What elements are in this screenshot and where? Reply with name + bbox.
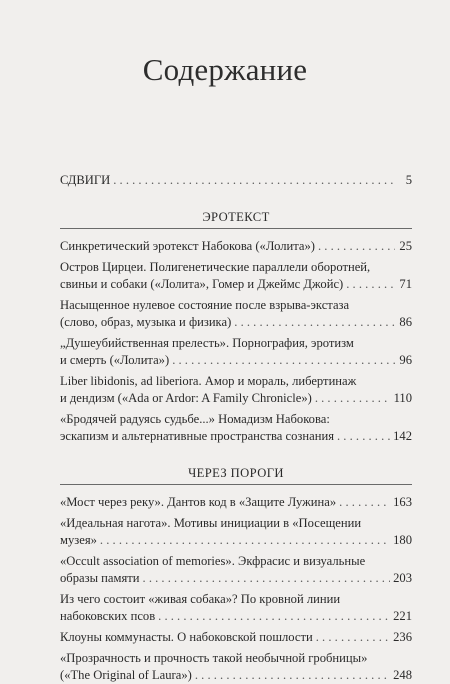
dot-leader: [337, 428, 390, 445]
section-heading: ЧЕРЕЗ ПОРОГИ: [188, 466, 284, 480]
toc-entry[interactable]: [60, 373, 412, 407]
toc-entry[interactable]: [60, 629, 412, 646]
toc-entry-title: и смерть («Лолита»): [60, 353, 170, 367]
dot-leader: [113, 172, 395, 189]
dot-leader: [100, 532, 390, 549]
page-number: 221: [393, 609, 412, 623]
page-number: 163: [393, 495, 412, 509]
page-number: 248: [393, 668, 412, 682]
toc-entry-title: Клоуны коммунасты. О набоковской пошлости: [60, 630, 313, 644]
toc-entry-title: и дендизм («Ada or Ardor: A Family Chronicle»): [60, 391, 312, 405]
page-number: 180: [393, 533, 412, 547]
dot-leader: [339, 494, 390, 511]
page-number: 236: [393, 630, 412, 644]
toc-entry[interactable]: [60, 515, 412, 549]
table-of-contents: [60, 172, 412, 684]
page-number: 203: [393, 571, 412, 585]
toc-entry-title-line: «Прозрачность и прочность такой необычной гробницы»: [60, 651, 368, 665]
toc-entry-title-line: „Душеубийственная прелесть». Порнография, эротизм: [60, 336, 354, 350]
toc-entry-title: Синкретический эротекст Набокова («Лолита»): [60, 239, 315, 253]
toc-entry-title: (слово, образ, музыка и физика): [60, 315, 232, 329]
section-heading: ЭРОТЕКСТ: [202, 210, 270, 224]
toc-entry[interactable]: [60, 172, 412, 189]
toc-entry[interactable]: [60, 335, 412, 369]
toc-entry-title-line: «Бродячей радуясь судьбе...» Номадизм Набокова:: [60, 412, 330, 426]
page-number: 25: [399, 239, 412, 253]
page-number: 110: [393, 391, 412, 405]
toc-entry[interactable]: [60, 494, 412, 511]
toc-entry-title: «Мост через реку». Дантов код в «Защите Лужина»: [60, 495, 337, 509]
toc-entry[interactable]: [60, 650, 412, 684]
toc-entry[interactable]: [60, 553, 412, 587]
toc-entry-title-line: Остров Цирцеи. Полигенетические параллели оборотней,: [60, 260, 371, 274]
dot-leader: [143, 570, 391, 587]
dot-leader: [346, 276, 395, 293]
toc-entry-title-line: Насыщенное нулевое состояние после взрыва-экстаза: [60, 298, 350, 312]
toc-entry-title-line: «Occult association of memories». Экфрасис и визуальные: [60, 554, 366, 568]
toc-entry-title: («The Original of Laura»): [60, 668, 192, 682]
section-rule: [60, 228, 412, 229]
toc-entry-title: СДВИГИ: [60, 173, 111, 187]
toc-entry-title: свиньи и собаки («Лолита», Гомер и Джеймс Джойс): [60, 277, 344, 291]
toc-entry-title-line: «Идеальная нагота». Мотивы инициации в «Посещении: [60, 516, 362, 530]
toc-entry-title: эскапизм и альтернативные пространства сознания: [60, 429, 334, 443]
toc-entry[interactable]: [60, 411, 412, 445]
toc-entry-title: образы памяти: [60, 571, 140, 585]
dot-leader: [158, 608, 390, 625]
toc-entry[interactable]: [60, 591, 412, 625]
dot-leader: [195, 667, 390, 684]
page-number: 5: [405, 173, 412, 187]
toc-entry[interactable]: [60, 238, 412, 255]
toc-entry-title: музея»: [60, 533, 97, 547]
dot-leader: [234, 314, 395, 331]
dot-leader: [172, 352, 395, 369]
page-number: 71: [399, 277, 412, 291]
page-number: 142: [393, 429, 412, 443]
dot-leader: [318, 238, 395, 255]
toc-entry-title: набоковских псов: [60, 609, 156, 623]
section-rule: [60, 484, 412, 485]
page-number: 86: [399, 315, 412, 329]
toc-entry-title-line: Из чего состоит «живая собака»? По кровной линии: [60, 592, 341, 606]
dot-leader: [315, 390, 391, 407]
page-number: 96: [399, 353, 412, 367]
toc-entry[interactable]: [60, 259, 412, 293]
toc-entry-title-line: Liber libidonis, ad liberiora. Амор и мораль, либертинаж: [60, 374, 357, 388]
dot-leader: [316, 629, 390, 646]
toc-entry[interactable]: [60, 297, 412, 331]
page-title: Содержание: [142, 52, 308, 87]
